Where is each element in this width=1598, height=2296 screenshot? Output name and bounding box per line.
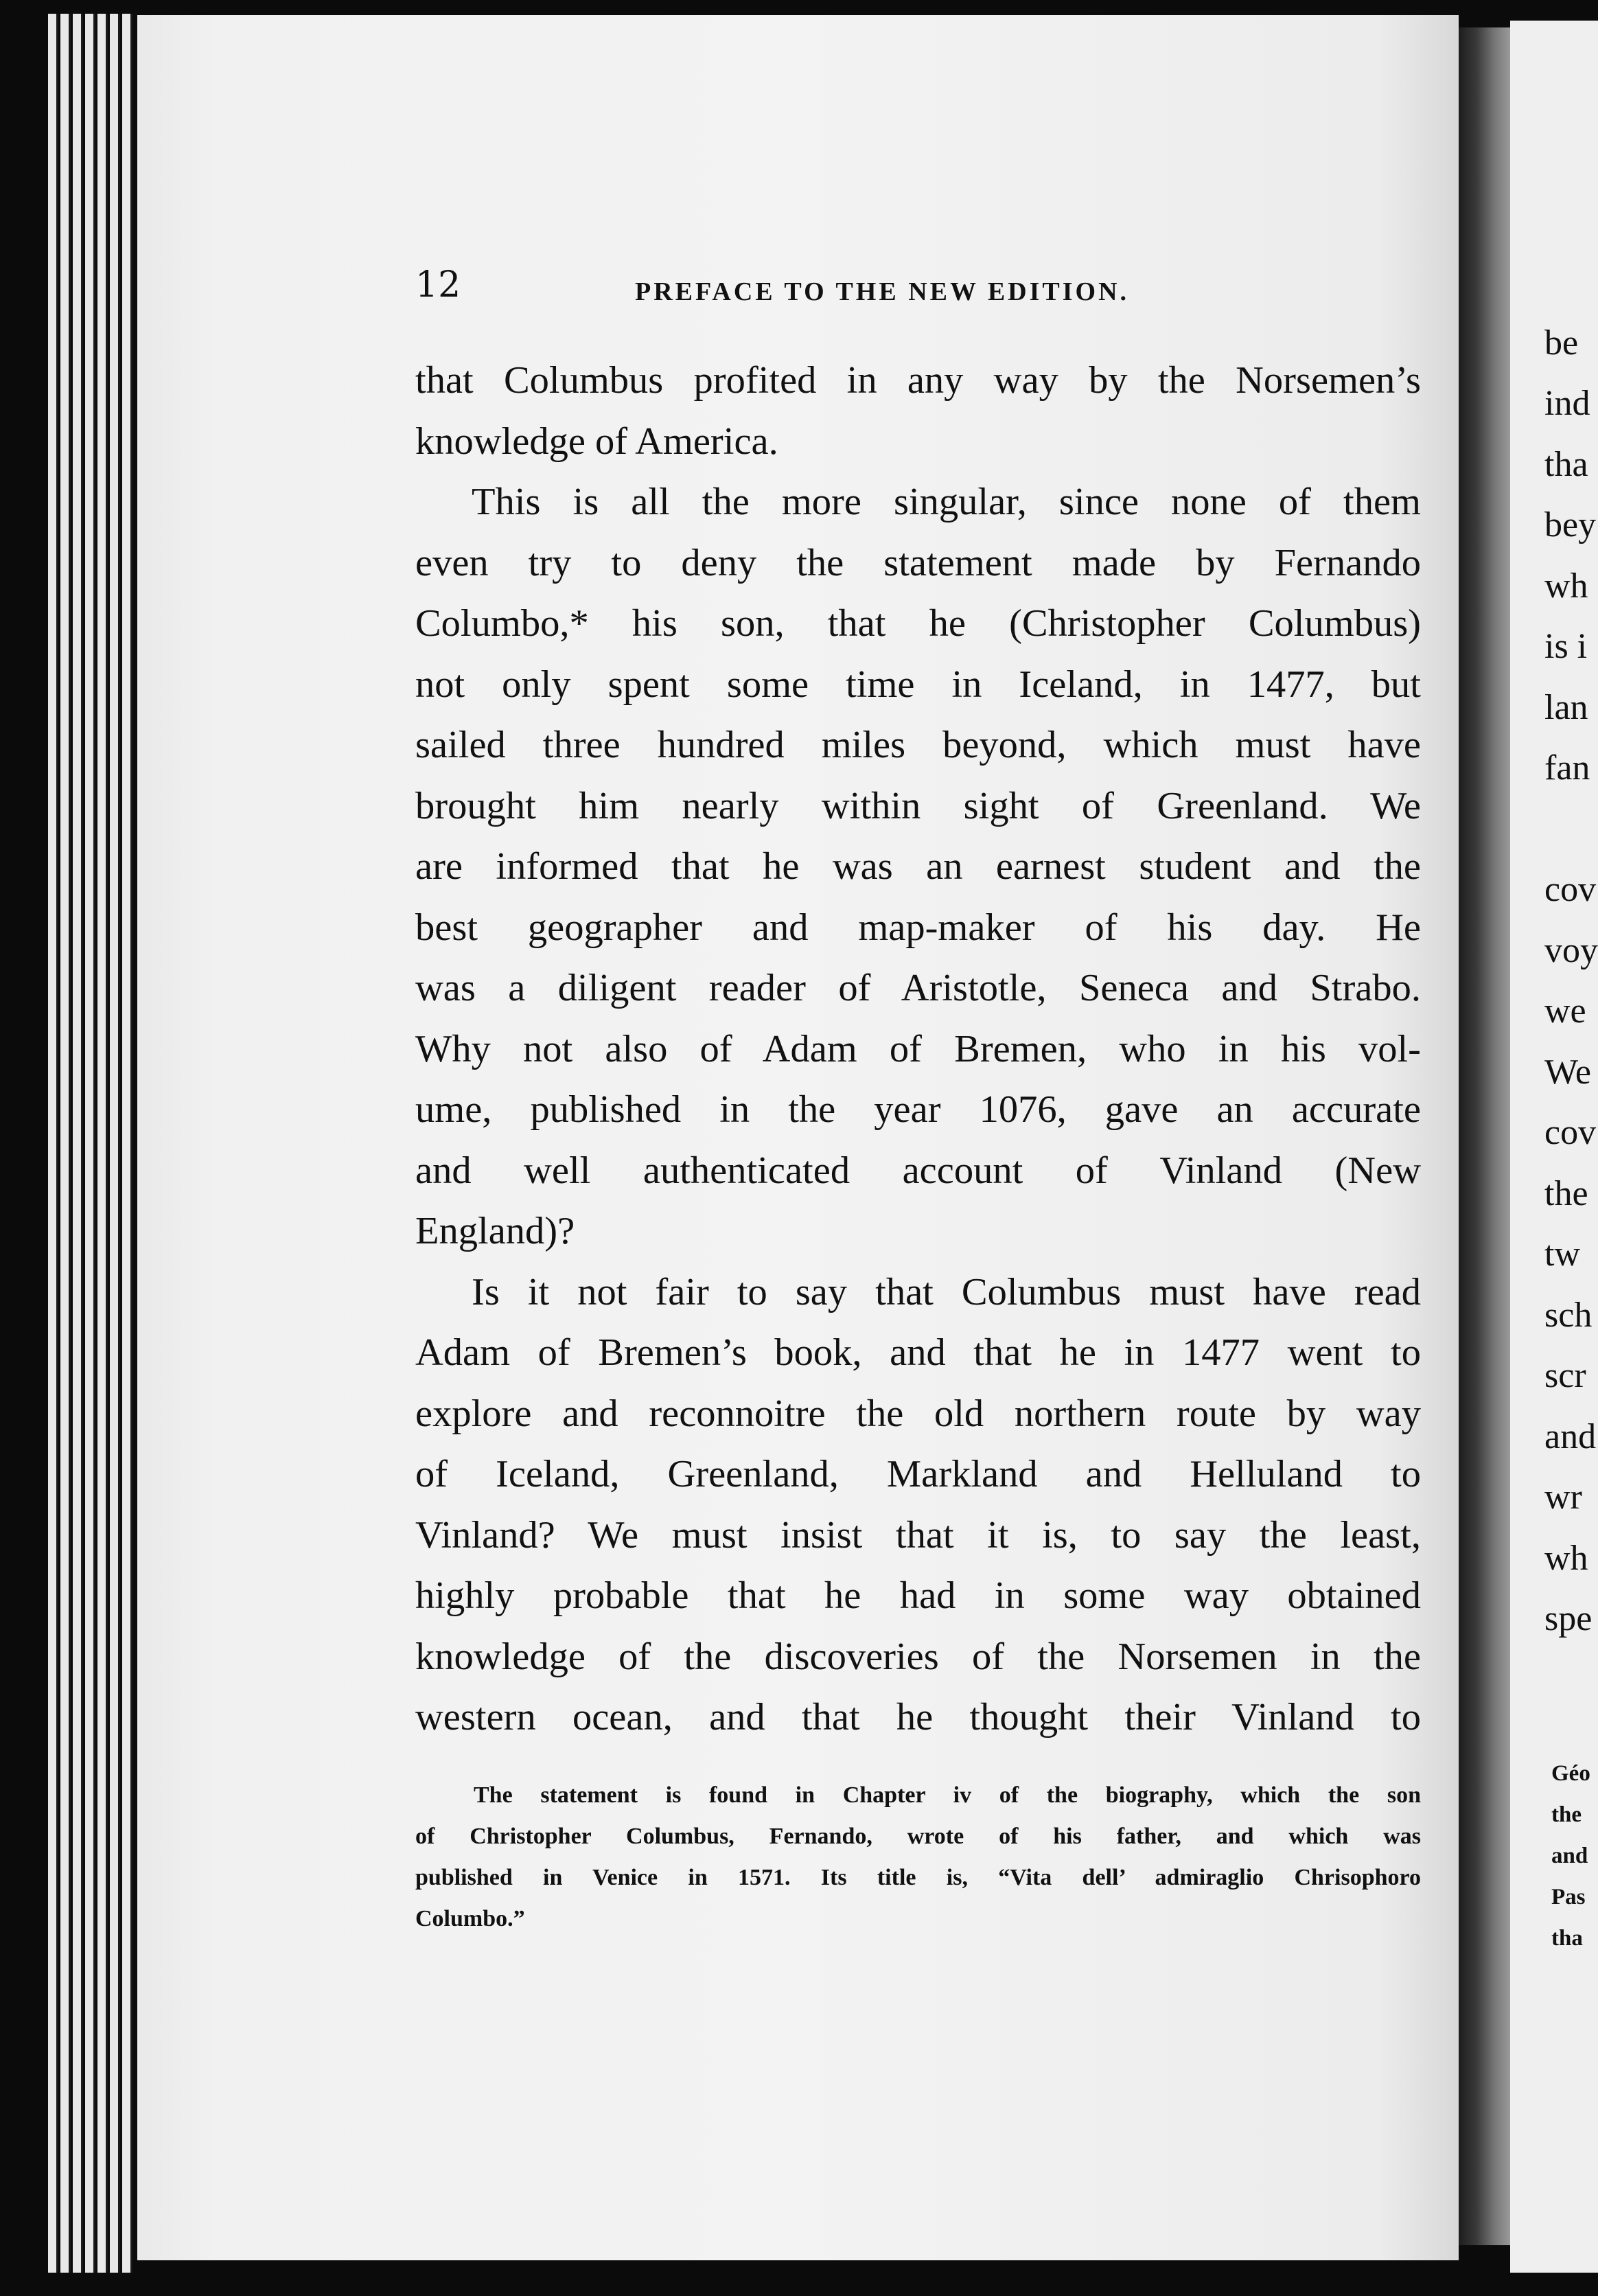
footnote-line: of Christopher Columbus, Fernando, wrote of his father, and which was	[415, 1824, 1421, 1849]
facing-page-text-fragment: tha	[1544, 445, 1588, 484]
facing-page-text-fragment: voy	[1544, 931, 1598, 970]
facing-page-fragment	[1510, 21, 1598, 2273]
text-line: explore and reconnoitre the old northern route by way	[415, 1392, 1421, 1435]
facing-page-footnote-fragment: Géo	[1551, 1761, 1590, 1786]
page-number: 12	[415, 264, 461, 306]
text-line: This is all the more singular, since none of them	[472, 481, 1421, 523]
facing-page-text-fragment: scr	[1544, 1356, 1586, 1395]
text-line: Columbo,* his son, that he (Christopher Columbus)	[415, 602, 1421, 645]
facing-page-text-fragment: lan	[1544, 688, 1588, 727]
text-line: Is it not fair to say that Columbus must have read	[472, 1270, 1421, 1313]
facing-page-text-fragment: fan	[1544, 748, 1590, 788]
body-text	[415, 350, 1421, 1748]
footnote-line: published in Venice in 1571. Its title is, “Vita dell’ admiraglio Chrisophoro	[415, 1865, 1421, 1890]
facing-page-text-fragment: and	[1544, 1417, 1597, 1456]
page-header	[415, 264, 1421, 319]
page-edge	[110, 14, 120, 2273]
facing-page-footnote-fragment: the	[1551, 1802, 1582, 1827]
text-line: not only spent some time in Iceland, in 1477, but	[415, 663, 1421, 706]
footnote-line: Columbo.”	[415, 1906, 525, 1931]
facing-page-footnote-fragment: Pas	[1551, 1885, 1586, 1909]
facing-page-text-fragment: We	[1544, 1053, 1591, 1092]
text-line: Why not also of Adam of Bremen, who in his vol-	[415, 1027, 1421, 1070]
text-line: knowledge of the discoveries of the Norsemen in the	[415, 1635, 1421, 1678]
text-line: that Columbus profited in any way by the Norsemen’s	[415, 359, 1421, 402]
text-line: of Iceland, Greenland, Markland and Helluland to	[415, 1453, 1421, 1495]
facing-page-text-fragment: ind	[1544, 384, 1590, 423]
facing-page-text-fragment: the	[1544, 1174, 1588, 1213]
text-line: even try to deny the statement made by Fernando	[415, 541, 1421, 584]
text-line: sailed three hundred miles beyond, which must have	[415, 724, 1421, 766]
facing-page-text-fragment: be	[1544, 323, 1579, 363]
page-edge	[122, 14, 132, 2273]
facing-page-text-fragment: cov	[1544, 870, 1597, 909]
text-line: are informed that he was an earnest student and the	[415, 845, 1421, 888]
facing-page-text-fragment: is i	[1544, 627, 1588, 666]
page-edge	[85, 14, 95, 2273]
text-line: knowledge of America.	[415, 420, 778, 463]
footnote-line: The statement is found in Chapter iv of the biography, which the son	[474, 1782, 1421, 1808]
book-gutter	[1459, 27, 1510, 2245]
text-line: best geographer and map-maker of his day. He	[415, 906, 1421, 949]
facing-page-text-fragment: tw	[1544, 1235, 1580, 1274]
page-edge	[48, 14, 58, 2273]
facing-page-text-fragment: sch	[1544, 1296, 1593, 1335]
page-edges	[48, 14, 151, 2273]
facing-page-text-fragment: bey	[1544, 505, 1597, 544]
text-line: highly probable that he had in some way obtained	[415, 1574, 1421, 1617]
facing-page-text-fragment: wh	[1544, 1539, 1588, 1578]
text-line: brought him nearly within sight of Greenland. We	[415, 784, 1421, 827]
facing-page-text-fragment: spe	[1544, 1599, 1593, 1638]
text-line: Vinland? We must insist that it is, to say the least,	[415, 1513, 1421, 1557]
text-line: ume, published in the year 1076, gave an accurate	[415, 1088, 1421, 1131]
page-edge	[73, 14, 83, 2273]
text-line: western ocean, and that he thought their Vinland to	[415, 1696, 1421, 1738]
footnote	[415, 1775, 1421, 1940]
page-edge	[97, 14, 108, 2273]
facing-page-footnote-fragment: tha	[1551, 1926, 1583, 1951]
text-line: and well authenticated account of Vinland (New	[415, 1149, 1421, 1192]
facing-page-text-fragment: we	[1544, 991, 1586, 1031]
facing-page-text-fragment: wr	[1544, 1478, 1582, 1517]
text-line: was a diligent reader of Aristotle, Seneca and Strabo.	[415, 967, 1421, 1009]
text-line: England)?	[415, 1210, 575, 1252]
text-line: Adam of Bremen’s book, and that he in 1477 went to	[415, 1331, 1421, 1374]
facing-page-text-fragment: wh	[1544, 566, 1588, 606]
facing-page-text-fragment: cov	[1544, 1113, 1597, 1152]
facing-page-footnote-fragment: and	[1551, 1844, 1588, 1868]
page-edge	[60, 14, 71, 2273]
running-title: PREFACE TO THE NEW EDITION.	[635, 277, 1130, 306]
